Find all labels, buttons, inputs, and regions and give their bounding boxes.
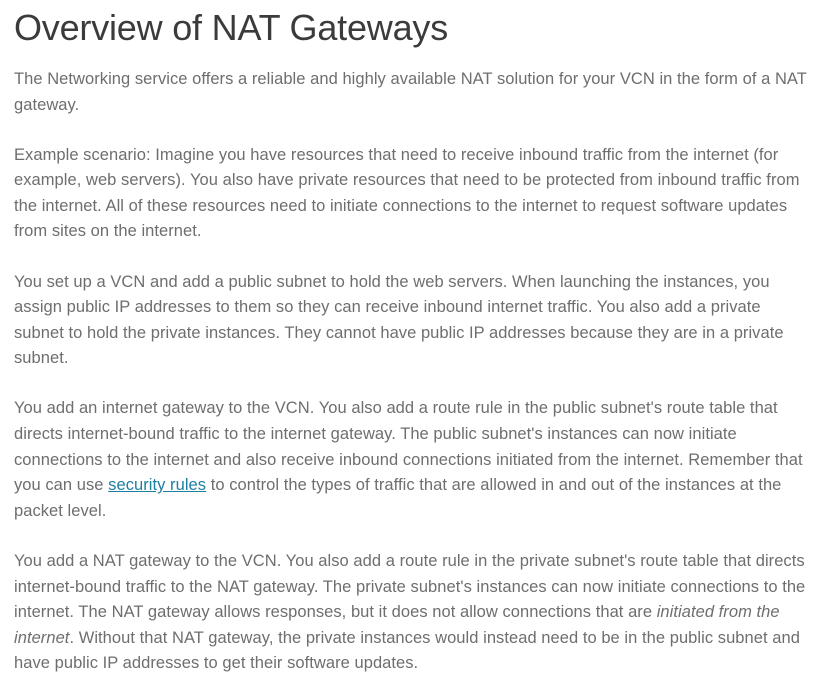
page-title: Overview of NAT Gateways bbox=[14, 7, 449, 48]
paragraph-nat-gateway bbox=[14, 549, 810, 677]
paragraph-internet-gateway bbox=[14, 396, 810, 524]
emphasis-initiated-from-internet: initiated from the internet bbox=[14, 603, 780, 647]
paragraph-nat-gateway-text-start: You add a NAT gateway to the VCN. You also add a route rule in the private subnet's route table that directs internet-bound traffic to the NAT gateway. The private subnet's instances can now initiate connections to the internet. The NAT gateway allows responses, but it does not allow connections that are bbox=[14, 551, 806, 622]
paragraph-intro: The Networking service offers a reliable and highly available NAT solution for your VCN in the form of a NAT gateway. bbox=[14, 70, 807, 114]
paragraph-nat-gateway-text-end: . Without that NAT gateway, the private instances would instead need to be in the public subnet and have public IP addresses to get their software updates. bbox=[14, 628, 800, 673]
paragraph-example-scenario: Example scenario: Imagine you have resources that need to receive inbound traffic from the internet (for example, web servers). You also have private resources that need to be protected from inbound traffic from the internet. All of these resources need to initiate connections to the internet to request software updates from sites on the internet. bbox=[14, 145, 800, 241]
paragraph-internet-gateway-text-end: to control the types of traffic that are allowed in and out of the instances at the packet level. bbox=[14, 476, 782, 520]
security-rules-link[interactable]: security rules bbox=[108, 476, 207, 495]
paragraph-internet-gateway-text-start: You add an internet gateway to the VCN. You also add a route rule in the public subnet's route table that directs internet-bound traffic to the internet gateway. The public subnet's instances can now initiate connections to the internet and also receive inbound connections initiated from the internet. Remember that you can use bbox=[14, 399, 803, 495]
paragraph-vcn-setup: You set up a VCN and add a public subnet to hold the web servers. When launching the instances, you assign public IP addresses to them so they can receive inbound internet traffic. You also add a private subnet to hold the private instances. They cannot have public IP addresses because they are in a private subnet. bbox=[14, 272, 784, 368]
